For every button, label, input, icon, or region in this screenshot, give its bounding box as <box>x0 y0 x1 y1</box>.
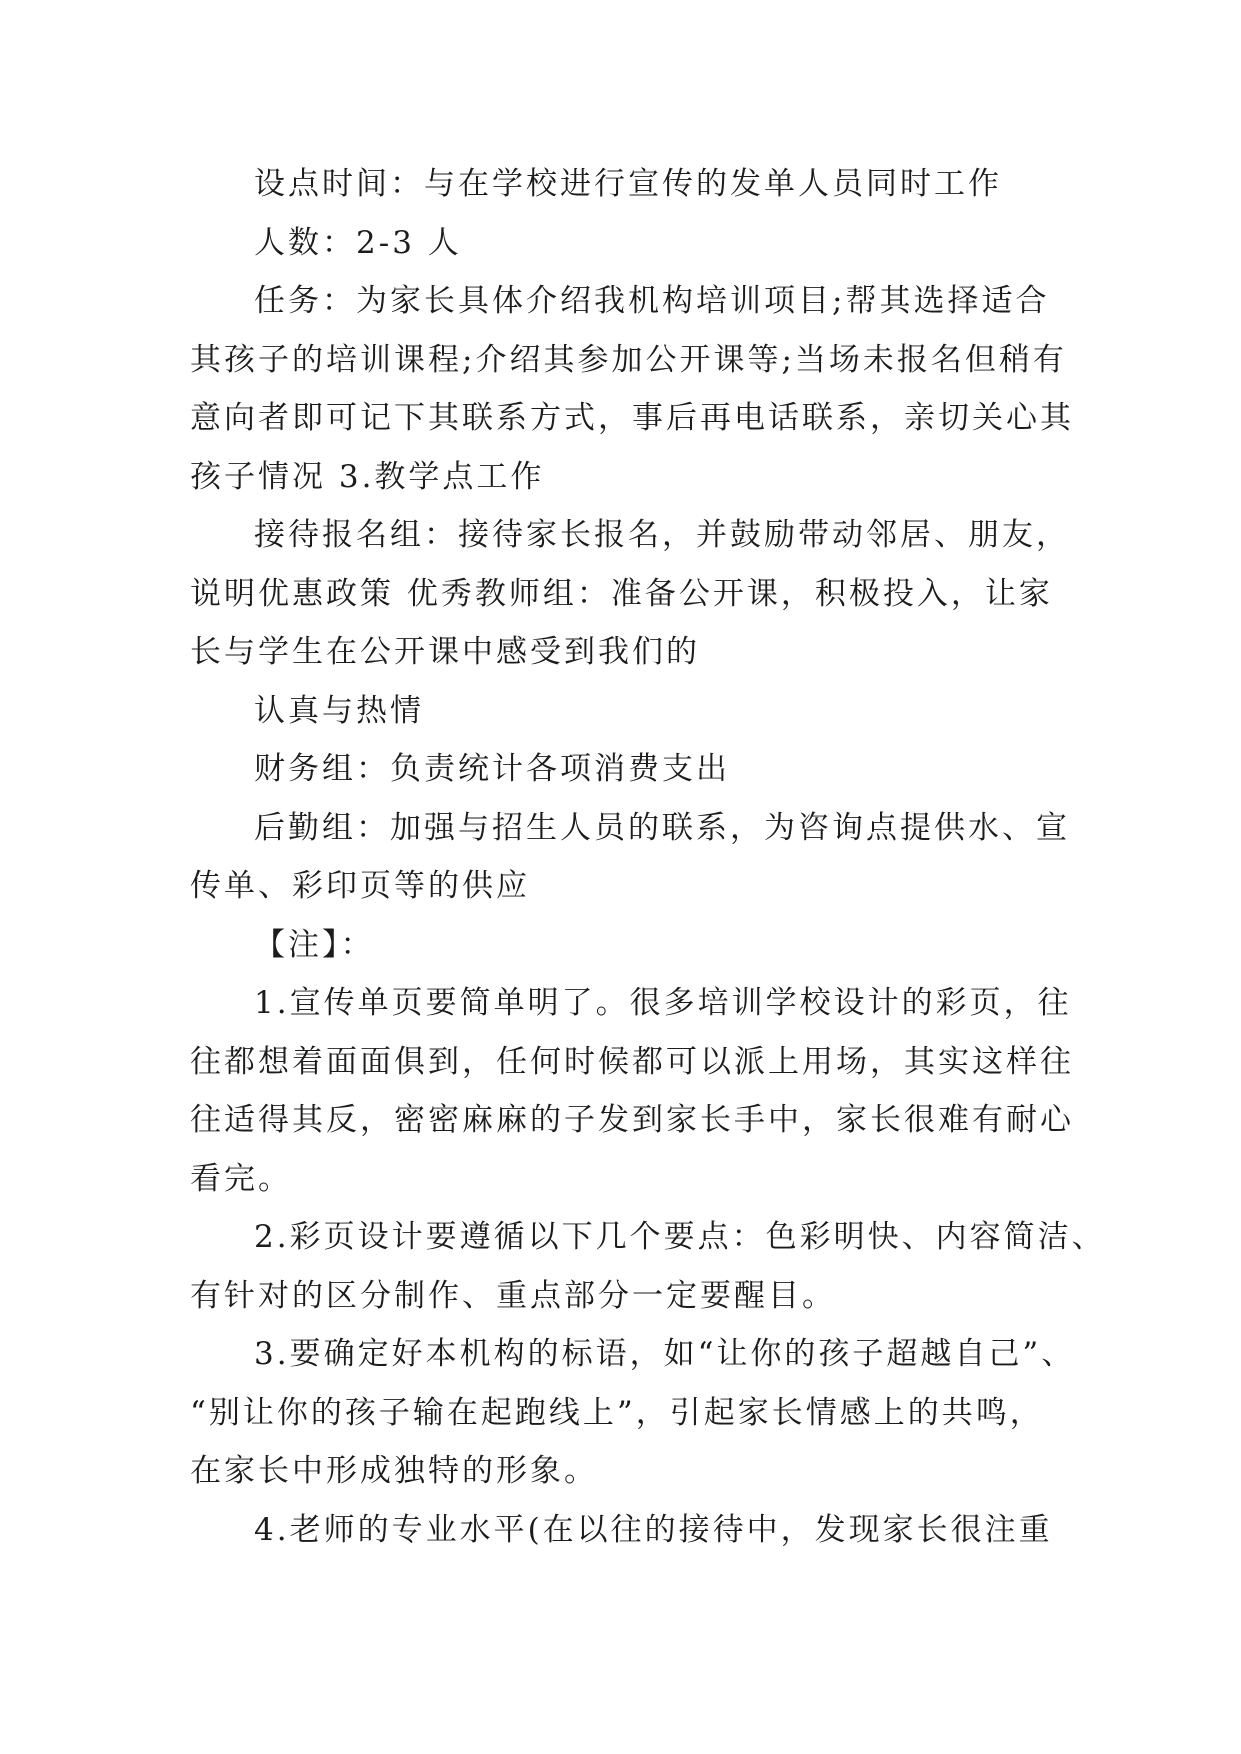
text-line: 财务组：负责统计各项消费支出 <box>254 751 730 787</box>
text-line: 接待报名组：接待家长报名，并鼓励带动邻居、朋友， <box>254 517 1070 553</box>
text-line: 说明优惠政策 优秀教师组：准备公开课，积极投入，让家 <box>190 575 1053 612</box>
text-line: 往适得其反，密密麻麻的子发到家长手中，家长很难有耐心 <box>190 1102 1074 1138</box>
text-line: 2.彩页设计要遵循以下几个要点：色彩明快、内容简洁、 <box>254 1219 1106 1255</box>
text-line: 在家长中形成独特的形象。 <box>190 1453 598 1489</box>
text-line: 认真与热情 <box>254 692 424 729</box>
text-line: 意向者即可记下其联系方式，事后再电话联系，亲切关心其 <box>190 400 1074 436</box>
note-heading: 【注】： <box>254 926 375 963</box>
text-line: 设点时间：与在学校进行宣传的发单人员同时工作 <box>254 166 1002 202</box>
text-line: 看完。 <box>190 1160 292 1197</box>
text-line: 后勤组：加强与招生人员的联系，为咨询点提供水、宣 <box>254 809 1070 846</box>
text-line: 其孩子的培训课程;介绍其参加公开课等;当场未报名但稍有 <box>190 341 1067 378</box>
text-line: 人数：2-3 人 <box>254 224 462 261</box>
text-line: 有针对的区分制作、重点部分一定要醒目。 <box>190 1277 836 1314</box>
text-line: 长与学生在公开课中感受到我们的 <box>190 634 700 670</box>
document-body <box>190 155 1106 1559</box>
text-line: “别让你的孩子输在起跑线上”，引起家长情感上的共鸣， <box>190 1394 1044 1431</box>
text-line: 传单、彩印页等的供应 <box>190 868 530 904</box>
text-line: 孩子情况 3.教学点工作 <box>190 458 545 495</box>
text-line: 3.要确定好本机构的标语，如“让你的孩子超越自己”、 <box>254 1336 1076 1372</box>
text-line: 任务：为家长具体介绍我机构培训项目;帮其选择适合 <box>254 283 1050 319</box>
text-line: 往都想着面面俱到，任何时候都可以派上用场，其实这样往 <box>190 1043 1074 1080</box>
text-line: 4.老师的专业水平(在以往的接待中，发现家长很注重 <box>254 1511 1053 1548</box>
text-line: 1.宣传单页要简单明了。很多培训学校设计的彩页，往 <box>254 985 1072 1021</box>
